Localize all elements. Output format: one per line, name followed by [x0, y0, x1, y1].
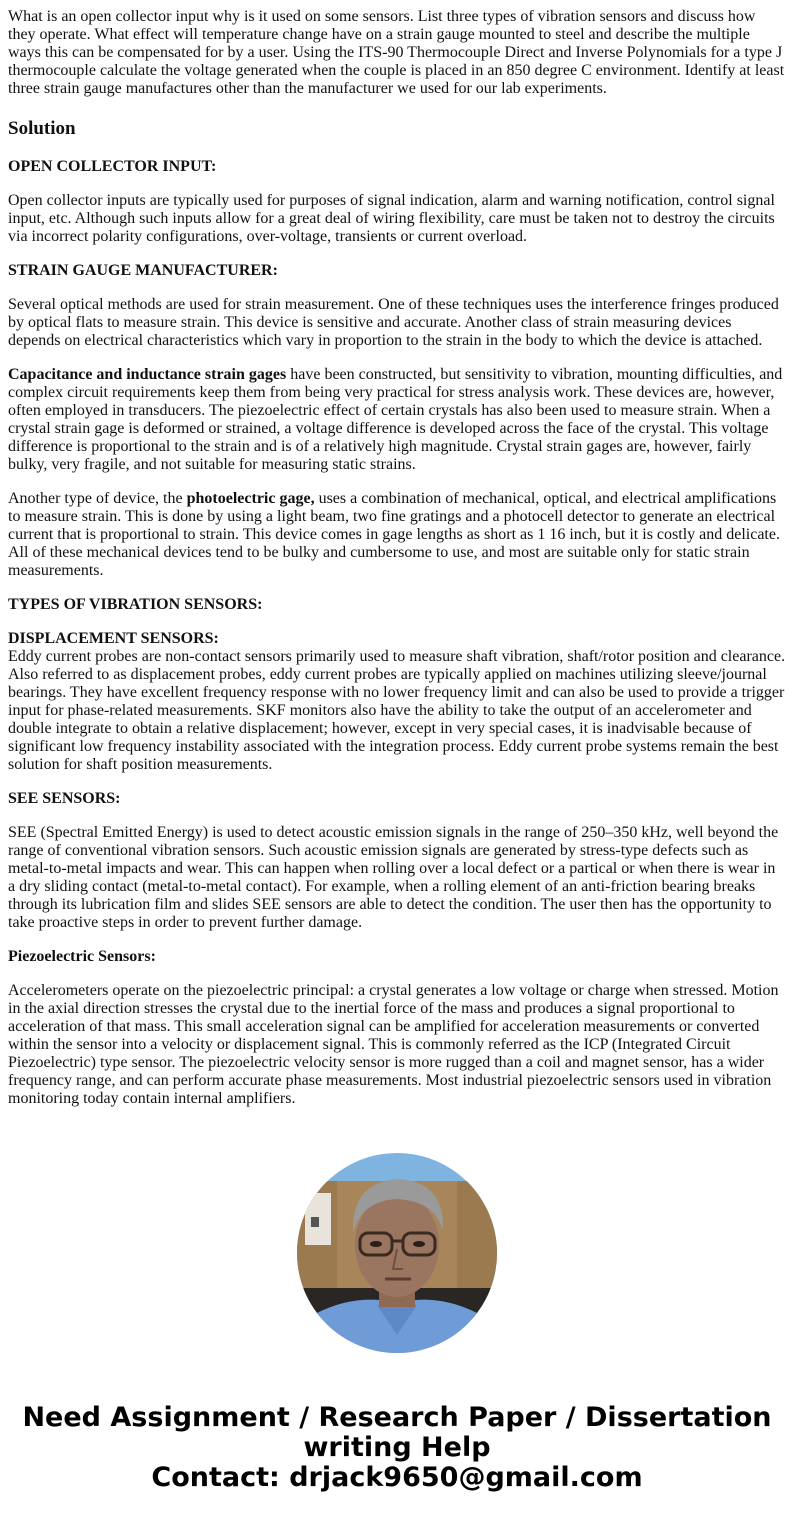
strain-gauge-paragraph-3-text: uses a combination of mechanical, optical, and electrical amplifications to measure strain. This is done by using a light beam, two fine gratings and a photocell detector to generate an electrical current that is proportional to strain. This device comes in gage lengths as short as 1 16 inch, but it is costly and delicate. All of these mechanical devices tend to be bulky and cumbersome to use, and most are suitable only for static strain measurements. — [8, 490, 780, 579]
strain-gauge-paragraph-3-start: Another type of device, the — [8, 490, 187, 507]
piezoelectric-sensors-heading: Piezoelectric Sensors: — [8, 948, 156, 965]
strain-gauge-paragraph-1: Several optical methods are used for strain measurement. One of these techniques uses the interference fringes produced by optical flats to measure strain. This device is sensitive and accurate. Another class of strain measuring devices depends on electrical characteristics which vary in proportion to the strain in the body to which the device is attached. — [8, 296, 779, 349]
vibration-sensors-heading: TYPES OF VIBRATION SENSORS: — [8, 596, 263, 613]
photoelectric-gage-term: photoelectric gage, — [186, 490, 315, 507]
capacitance-inductance-term: Capacitance and inductance strain gages — [8, 366, 287, 383]
promo-contact: Contact: drjack9650@gmail.com — [151, 1462, 643, 1493]
displacement-sensors-heading: DISPLACEMENT SENSORS: — [8, 630, 219, 647]
piezoelectric-sensors-body: Accelerometers operate on the piezoelectric principal: a crystal generates a low voltage or charge when stressed. Motion in the axial direction stresses the crystal due to the inertial force of the mass and produces a signal proportional to acceleration of that mass. This small acceleration signal can be amplified for acceleration measurements or converted within the sensor into a velocity or displacement signal. This is commonly referred as the ICP (Integrated Circuit Piezoelectric) type sensor. The piezoelectric velocity sensor is more rugged than a coil and magnet sensor, has a wider frequency range, and can perform accurate phase measurements. Most industrial piezoelectric sensors used in vibration monitoring today contain internal amplifiers. — [8, 982, 779, 1107]
see-sensors-heading: SEE SENSORS: — [8, 790, 121, 807]
promo-line-2: writing Help — [303, 1432, 491, 1463]
strain-gauge-paragraph-2-text: have been constructed, but sensitivity to vibration, mounting difficulties, and complex circuit requirements keep them from being very practical for stress analysis work. These devices are, however, often employed in transducers. The piezoelectric effect of certain crystals has also been used to measure strain. When a crystal strain gage is deformed or strained, a voltage difference is developed across the face of the crystal. This voltage difference is proportional to the strain and is of a relatively high magnitude. Crystal strain gages are, however, fairly bulky, very fragile, and not suitable for measuring static strains. — [8, 366, 783, 473]
strain-gauge-heading: STRAIN GAUGE MANUFACTURER: — [8, 262, 278, 279]
displacement-section — [8, 630, 786, 774]
question-text: What is an open collector input why is it used on some sensors. List three types of vibration sensors and discuss how they operate. What effect will temperature change have on a strain gauge mounted to steel and describe the multiple ways this can be compensated for by a user. Using the ITS-90 Thermocouple Direct and Inverse Polynomials for a type J thermocouple calculate the voltage generated when the couple is placed in an 850 degree C environment. Identify at least three strain gauge manufactures other than the manufacturer we used for our lab experiments. — [8, 8, 785, 97]
author-avatar — [297, 1153, 497, 1353]
open-collector-heading: OPEN COLLECTOR INPUT: — [8, 158, 217, 175]
displacement-sensors-body: Eddy current probes are non-contact sensors primarily used to measure shaft vibration, shaft/rotor position and clearance. Also referred to as displacement probes, eddy current probes are typically applied on machines utilizing sleeve/journal bearings. They have excellent frequency response with no lower frequency limit and can also be used to provide a trigger input for phase-related measurements. SKF monitors also have the ability to take the output of an accelerometer and double integrate to obtain a relative displacement; however, except in very special cases, it is inadvisable because of significant low frequency instability associated with the integration process. Eddy current probe systems remain the best solution for shaft position measurements. — [8, 648, 786, 773]
strain-gauge-paragraph-3 — [8, 490, 786, 580]
open-collector-body: Open collector inputs are typically used for purposes of signal indication, alarm and warning notification, control signal input, etc. Although such inputs allow for a great deal of wiring flexibility, care must be taken not to destroy the circuits via incorrect polarity configurations, over-voltage, transients or current overload. — [8, 192, 775, 245]
promo-footer — [0, 1403, 794, 1493]
author-portrait-image — [297, 1153, 497, 1353]
promo-line-1: Need Assignment / Research Paper / Dissertation — [22, 1402, 772, 1433]
solution-title: Solution — [8, 118, 76, 139]
see-sensors-body: SEE (Spectral Emitted Energy) is used to detect acoustic emission signals in the range of 250–350 kHz, well beyond the range of conventional vibration sensors. Such acoustic emission signals are generated by stress-type defects such as metal-to-metal impacts and wear. This can happen when rolling over a local defect or a partical or when there is wear in a dry sliding contact (metal-to-metal contact). For example, when a rolling element of an anti-friction bearing breaks through its lubrication film and slides SEE sensors are able to detect the condition. The user then has the opportunity to take proactive steps in order to prevent further damage. — [8, 824, 779, 931]
strain-gauge-paragraph-2 — [8, 366, 786, 474]
